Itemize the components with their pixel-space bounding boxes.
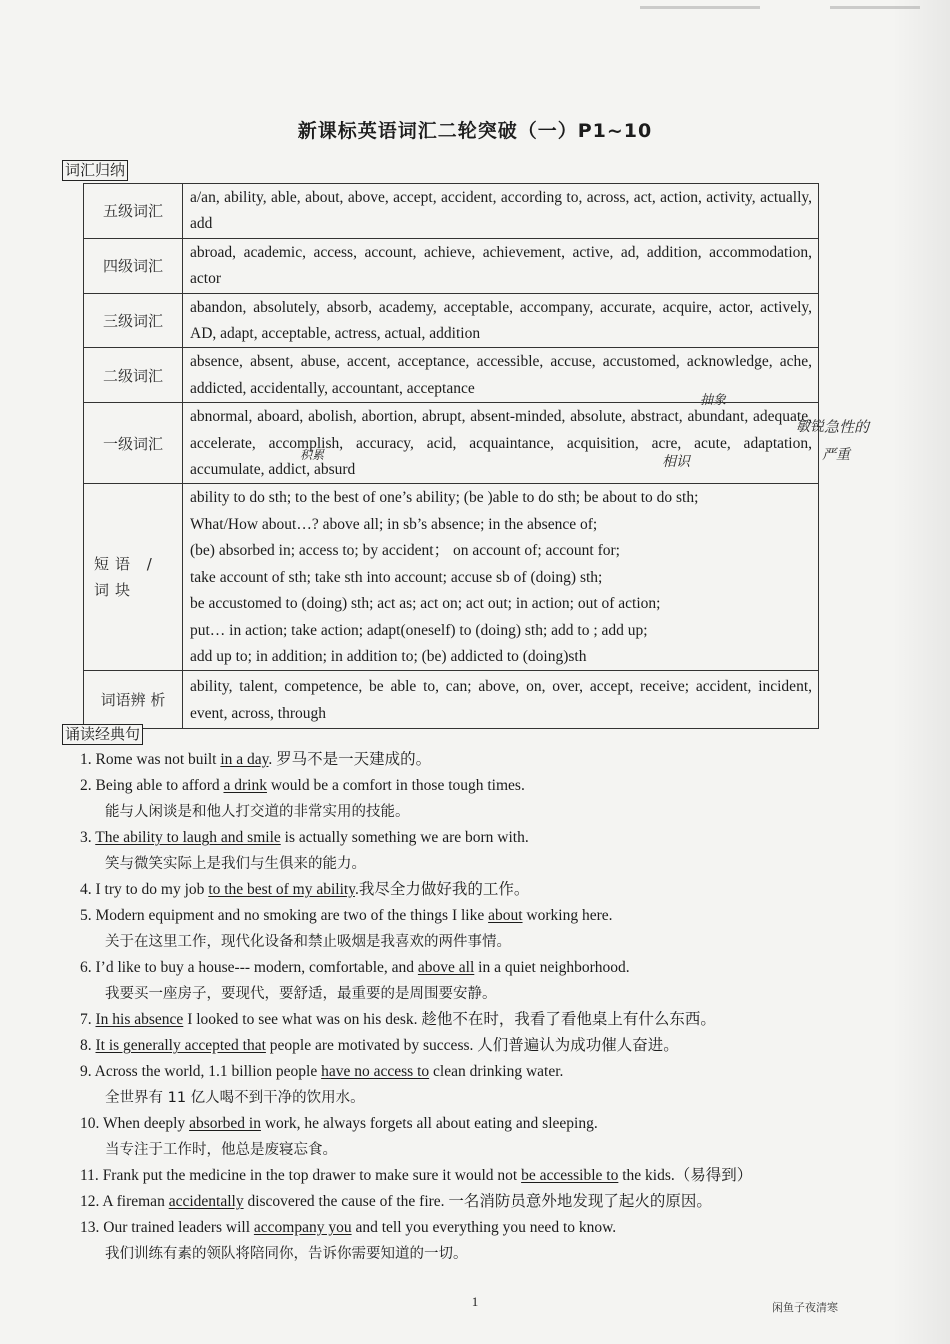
sentence-key-phrase: to the best of my ability <box>208 881 355 898</box>
sentence-number: 8. <box>80 1037 92 1054</box>
vocab-category: 五级词汇 <box>84 184 183 239</box>
handwritten-note: 积累 <box>300 448 325 462</box>
sentence-text: I’d like to buy a house--- modern, comfortable, and <box>95 959 418 976</box>
vocab-category: 二级词汇 <box>84 348 183 403</box>
sentence-key-phrase: The ability to laugh and smile <box>95 829 281 846</box>
sentence-text: the kids.（易得到） <box>618 1167 753 1184</box>
sentence-key-phrase: a drink <box>223 777 267 794</box>
sentence-text: .我尽全力做好我的工作。 <box>354 881 530 898</box>
sentence-key-phrase: in a day <box>220 751 269 768</box>
vocab-words: abandon, absolutely, absorb, academy, acceptable, accompany, accurate, acquire, actor, actively, AD, adapt, acceptable, actress, actual, addition <box>183 293 819 348</box>
sentence-key-phrase: be accessible to <box>521 1167 619 1184</box>
sentence-item <box>80 1111 850 1163</box>
vocab-row <box>84 238 819 293</box>
vocab-row <box>84 184 819 239</box>
sentence-text: work, he always forgets all about eating and sleeping. <box>260 1115 598 1132</box>
handwritten-note: 相识 <box>662 454 690 470</box>
vocab-words: abnormal, aboard, abolish, abortion, abrupt, absent-minded, absolute, abstract, abundant, adequate, accelerate, accomplish, accuracy, acid, acquaintance, acquisition, acre, acute, adaptation, accumulate, addict, absurd <box>183 403 819 484</box>
vocab-section-label: 词汇归纳 <box>62 160 128 181</box>
handwritten-note: 严重 <box>822 447 850 463</box>
sentence-key-phrase: about <box>488 907 523 924</box>
sentence-translation: 我们训练有素的领队将陪同你，告诉你需要知道的一切。 <box>105 1246 468 1262</box>
sentence-number: 3. <box>80 829 92 846</box>
phrase-row <box>84 484 819 671</box>
vocab-category: 四级词汇 <box>84 238 183 293</box>
phrase-line: add up to; in addition; in addition to; (be) addicted to (doing)sth <box>190 647 587 665</box>
sentence-text: . 罗马不是一天建成的。 <box>268 751 432 768</box>
sentence-translation: 我要买一座房子，要现代，要舒适，最重要的是周围要安静。 <box>105 986 497 1002</box>
distinction-category: 词语辨 析 <box>84 671 183 729</box>
sentence-text: would be a comfort in those tough times. <box>266 777 525 794</box>
vocab-table <box>83 183 819 729</box>
sentence-item <box>80 877 850 903</box>
page-title: 新课标英语词汇二轮突破（一）P1~10 <box>297 120 653 142</box>
sentence-key-phrase: above all <box>417 959 475 976</box>
sentence-item <box>80 1007 850 1033</box>
sentence-item <box>80 1033 850 1059</box>
phrase-line: What/How about…? above all; in sb’s absence; in the absence of; <box>190 515 598 533</box>
sentence-number: 7. <box>80 1011 92 1028</box>
vocab-row <box>84 403 819 484</box>
sentence-number: 13. <box>80 1219 100 1236</box>
sentence-translation: 能与人闲谈是和他人打交道的非常实用的技能。 <box>105 804 410 820</box>
sentence-text: Frank put the medicine in the top drawer to make sure it would not <box>102 1167 522 1184</box>
sentence-number: 5. <box>80 907 92 924</box>
sentence-translation: 当专注于工作时，他总是废寝忘食。 <box>105 1142 337 1158</box>
sentence-translation: 笑与微笑实际上是我们与生俱来的能力。 <box>105 856 366 872</box>
sentence-text: Across the world, 1.1 billion people <box>94 1063 322 1080</box>
sentence-text: Our trained leaders will <box>103 1219 254 1236</box>
sentence-translation: 全世界有 11 亿人喝不到干净的饮用水。 <box>105 1090 365 1106</box>
sentence-text: people are motivated by success. 人们普遍认为成功催人奋进。 <box>265 1037 679 1054</box>
sentence-key-phrase: have no access to <box>321 1063 430 1080</box>
handwritten-note: 抽象 <box>700 393 727 408</box>
sentence-text: Modern equipment and no smoking are two of the things I like <box>95 907 489 924</box>
sentence-number: 1. <box>80 751 92 768</box>
vocab-words: abroad, academic, access, account, achieve, achievement, active, ad, addition, accommodation, actor <box>183 238 819 293</box>
vocab-category: 一级词汇 <box>84 403 183 484</box>
sentence-item <box>80 1163 850 1189</box>
sentence-key-phrase: accompany you <box>253 1219 352 1236</box>
sentence-item <box>80 903 850 955</box>
sentence-text: Being able to afford <box>95 777 224 794</box>
sentence-item <box>80 773 850 825</box>
sentence-item <box>80 825 850 877</box>
sentences-section-label: 诵读经典句 <box>62 724 143 745</box>
sentence-number: 9. <box>80 1063 92 1080</box>
sentence-number: 12. <box>80 1193 100 1210</box>
vocab-words: absence, absent, abuse, accent, acceptance, accessible, accuse, accustomed, acknowledge, ache, addicted, accidentally, accountant, acceptance <box>183 348 819 403</box>
sentence-text: A fireman <box>102 1193 169 1210</box>
phrase-line: be accustomed to (doing) sth; act as; act on; act out; in action; out of action; <box>190 595 661 613</box>
sentence-number: 4. <box>80 881 92 898</box>
sentence-text: When deeply <box>102 1115 190 1132</box>
sentence-text: discovered the cause of the fire. 一名消防员意外地发现了起火的原因。 <box>243 1193 712 1210</box>
sentence-number: 6. <box>80 959 92 976</box>
sentence-translation: 关于在这里工作，现代化设备和禁止吸烟是我喜欢的两件事情。 <box>105 934 511 950</box>
sentence-list <box>80 747 850 1267</box>
sentence-text: and tell you everything you need to know. <box>351 1219 617 1236</box>
sentence-item <box>80 955 850 1007</box>
sentence-text: clean drinking water. <box>429 1063 564 1080</box>
sentence-number: 2. <box>80 777 92 794</box>
distinction-row <box>84 671 819 729</box>
sentence-key-phrase: In his absence <box>95 1011 184 1028</box>
sentence-number: 11. <box>80 1167 99 1184</box>
sentence-text: I try to do my job <box>95 881 209 898</box>
sentence-number: 10. <box>80 1115 100 1132</box>
sentence-item <box>80 1215 850 1267</box>
vocab-category: 三级词汇 <box>84 293 183 348</box>
sentence-key-phrase: absorbed in <box>189 1115 261 1132</box>
handwritten-note: 急性的 <box>824 418 870 436</box>
watermark: 闲鱼子夜清寒 <box>772 1301 838 1314</box>
sentence-key-phrase: It is generally accepted that <box>95 1037 266 1054</box>
distinction-words: ability, talent, competence, be able to, can; above, on, over, accept, receive; accident, incident, event, across, through <box>183 671 819 729</box>
phrase-line: ability to do sth; to the best of one’s ability; (be )able to do sth; be about to do sth; <box>190 489 699 507</box>
sentence-item <box>80 747 850 773</box>
scan-mark <box>830 6 920 9</box>
sentence-item <box>80 1189 850 1215</box>
scan-mark <box>640 6 760 9</box>
phrase-line: put… in action; take action; adapt(oneself) to (doing) sth; add to ; add up; <box>190 621 648 639</box>
vocab-row <box>84 293 819 348</box>
sentence-text: I looked to see what was on his desk. 趁他不在时，我看了看他桌上有什么东西。 <box>183 1011 716 1028</box>
phrase-line: (be) absorbed in; access to; by accident； on account of; account for; <box>190 542 620 560</box>
sentence-key-phrase: accidentally <box>168 1193 244 1210</box>
sentence-item <box>80 1059 850 1111</box>
phrase-category: 短语 / 词块 <box>84 484 183 671</box>
vocab-words: a/an, ability, able, about, above, accept, accident, according to, across, act, action, activity, actually, add <box>183 184 819 239</box>
sentence-text: working here. <box>522 907 613 924</box>
phrase-lines <box>183 484 819 671</box>
sentence-text: in a quiet neighborhood. <box>474 959 630 976</box>
handwritten-note: 敏锐 <box>796 419 824 435</box>
scan-shadow <box>892 0 950 1344</box>
phrase-line: take account of sth; take sth into account; accuse sb of (doing) sth; <box>190 568 603 586</box>
sentence-text: is actually something we are born with. <box>280 829 529 846</box>
sentence-text: Rome was not built <box>95 751 221 768</box>
page-number: 1 <box>471 1294 479 1309</box>
